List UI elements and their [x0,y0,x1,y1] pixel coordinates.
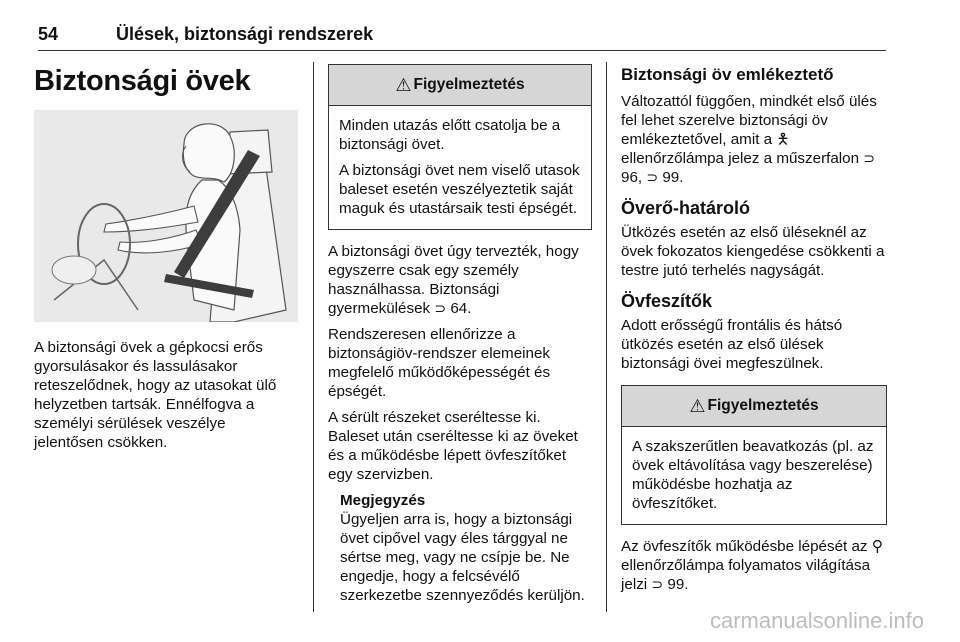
warning-header [329,65,591,106]
warning-title: Figyelmeztetés [413,76,525,93]
warning-text: A biztonsági övet nem viselő utasok baleset esetén veszélyeztetik saját maguk és utastársaik testi épségét. [339,162,580,217]
subheading-limiter: Överő-határoló [621,198,751,218]
note-text: Ügyeljen arra is, hogy a biztonsági övet cipővel vagy éles tárggyal ne sértse meg, vagy ne csípje be. Ne engedje, hogy a felcsévélő szerkezetbe szennyeződés kerüljön. [340,511,585,604]
warning-title: Figyelmeztetés [707,397,819,414]
warning-triangle-icon: ⚠ [395,74,412,95]
warning-header [622,386,886,427]
limiter-paragraph: Ütközés esetén az első üléseknél az övek fokozatos kiengedése csökkenti a testre jutó terhelés nagyságát. [621,224,885,279]
page-reference-icon: ⊃ [863,150,876,166]
warning-box [328,64,592,230]
body-paragraph: Rendszeresen ellenőrizze a biztonságiöv-rendszer elemeinek megfelelő működőképességét és épségét. [328,326,551,400]
body-paragraph: A sérült részeket cseréltesse ki. Baleset után cseréltesse ki az öveket és a működésbe lépett övfeszítőket egy szervizben. [328,409,578,483]
page-reference-icon: ⊃ [651,576,664,592]
driver-wearing-seatbelt-image [34,110,298,322]
page-header [38,24,886,51]
watermark: carmanualsonline.info [709,608,924,633]
note-title: Megjegyzés [340,492,426,509]
seatbelt-warning-lamp-icon: 🯅 [776,131,790,148]
subheading-pretensioner: Övfeszítők [621,291,713,311]
note-block [328,491,592,605]
warning-triangle-icon: ⚠ [689,395,706,416]
body-paragraph: A biztonsági övet úgy tervezték, hogy egyszerre csak egy személy használhassa. Biztonsági gyermekülések ⊃ 64. [328,243,579,317]
page-reference-icon: ⊃ [434,300,447,316]
page-reference-icon: ⊃ [646,169,659,185]
final-paragraph: Az övfeszítők működésbe lépését az ⚲ ellenőrzőlámpa folyamatos világítása jelzi ⊃ 99. [621,538,883,593]
column-2 [328,64,592,605]
seatbelt-illustration [34,110,298,322]
subheading-reminder: Biztonsági öv emlékeztető [621,65,834,84]
warning-box [621,385,887,525]
column-3 [621,64,887,601]
warning-text: Minden utazás előtt csatolja be a biztonsági övet. [339,117,561,153]
pretensioner-paragraph: Adott erősségű frontális és hátsó ütközés esetén az első ülések biztonsági övei megfeszülnek. [621,317,843,372]
chapter-title: Ülések, biztonsági rendszerek [116,24,374,44]
warning-text: A szakszerűtlen beavatkozás (pl. az övek eltávolítása vagy beszerelése) működésbe hozhatja az övfeszítőket. [632,438,874,512]
airbag-warning-lamp-icon: ⚲ [871,538,883,555]
column-divider [313,62,314,612]
intro-paragraph: A biztonsági övek a gépkocsi erős gyorsulásakor és lassulásakor reteszelődnek, hogy az utasokat ülő helyzetben tartsák. Ennélfogva a személyi sérülések veszélye jelentősen csökken. [34,339,277,451]
section-title: Biztonsági övek [34,65,251,97]
column-divider [606,62,607,612]
page-number: 54 [38,24,59,44]
reminder-paragraph: Változattól függően, mindkét első ülés fel lehet szerelve biztonsági öv emlékeztetővel, amit a 🯅 ellenőrzőlámpa jelez a műszerfalon ⊃ 96, ⊃ 99. [621,93,877,186]
column-1 [34,64,298,459]
